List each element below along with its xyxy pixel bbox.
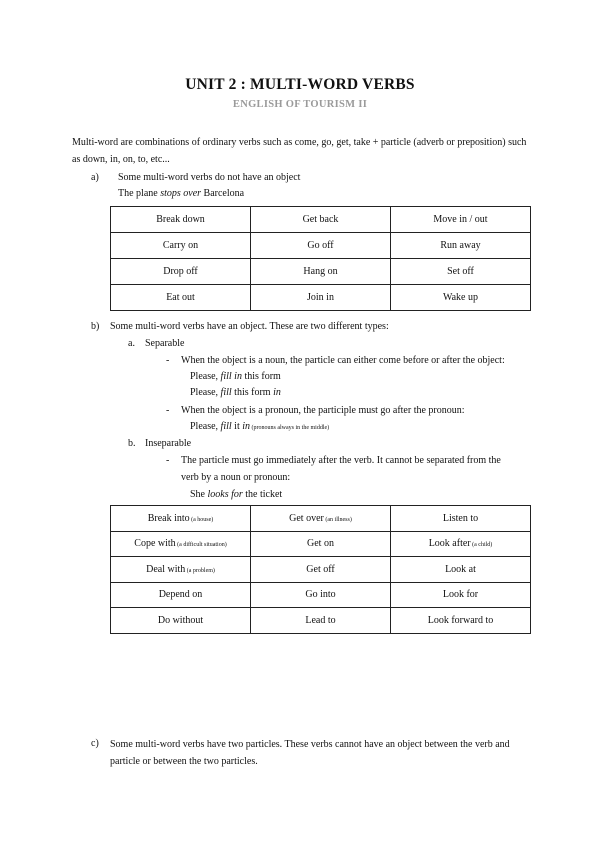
verb-text: Look forward to — [427, 614, 494, 626]
verb-text: Deal with — [146, 563, 186, 575]
table-cell: Join in — [251, 285, 391, 311]
table-cell — [251, 531, 391, 557]
table-cell — [391, 557, 531, 583]
table-row — [111, 506, 531, 532]
section-c-text: Some multi-word verbs have two particles. These verbs cannot have an object between the verb and particle or between the two particles. — [110, 739, 510, 767]
verb-text: Look after — [428, 538, 471, 550]
table-cell — [111, 608, 251, 634]
verb-text: Look at — [445, 563, 476, 575]
example-text: the ticket — [242, 489, 283, 500]
table-cell: Carry on — [111, 233, 251, 259]
example-text: The plane — [118, 188, 161, 199]
table-row — [111, 531, 531, 557]
table-row — [111, 259, 531, 285]
example-text: Please, — [190, 387, 221, 398]
example-text: She — [190, 489, 208, 500]
verb-note: (a problem) — [185, 567, 215, 574]
table-row — [111, 557, 531, 583]
example-note: (pronouns always in the middle) — [250, 425, 330, 431]
example-verb: stops over — [160, 188, 202, 199]
example-text: it — [231, 421, 243, 432]
verb-text: Get on — [307, 538, 334, 550]
table-cell — [391, 506, 531, 532]
verb-note: (a child) — [470, 542, 493, 549]
page-subtitle: ENGLISH OF TOURISM II — [232, 99, 368, 110]
table-cell: Hang on — [251, 259, 391, 285]
table-cell: Run away — [391, 233, 531, 259]
verb-text: Look for — [442, 589, 479, 601]
section-a-example — [118, 187, 244, 201]
table-cell — [391, 608, 531, 634]
section-c-marker: c) — [91, 738, 99, 749]
example-text: this form — [241, 371, 281, 382]
no-object-verbs-table — [110, 206, 531, 311]
bullet-dash: - — [166, 355, 170, 366]
table-row — [111, 233, 531, 259]
section-a-marker: a) — [91, 172, 99, 183]
bullet-dash: - — [166, 405, 170, 416]
separable-example-2 — [190, 386, 281, 400]
separable-example-1 — [190, 370, 281, 384]
section-b-text: Some multi-word verbs have an object. These are two different types: — [110, 321, 389, 332]
example-verb: fill in — [220, 371, 242, 382]
separable-label: Separable — [145, 338, 185, 349]
intro-paragraph: Multi-word are combinations of ordinary verbs such as come, go, get, take + particle (adverb or preposition) such as down, in, on, to, etc... — [72, 137, 527, 165]
page-title: UNIT 2 : MULTI-WORD VERBS — [185, 76, 415, 93]
verb-text: Go into — [305, 589, 336, 601]
table-cell — [251, 506, 391, 532]
example-particle: in — [273, 387, 281, 398]
verb-text: Cope with — [134, 538, 176, 550]
inseparable-example — [190, 488, 282, 502]
verb-text: Do without — [157, 614, 204, 626]
example-text: this form — [231, 387, 274, 398]
verb-note: (a difficult situation) — [175, 542, 227, 549]
table-row — [111, 608, 531, 634]
verb-text: Get over — [289, 512, 324, 524]
table-cell — [251, 557, 391, 583]
table-cell: Get back — [251, 207, 391, 233]
table-cell — [391, 531, 531, 557]
table-cell — [111, 531, 251, 557]
inseparable-marker: b. — [128, 438, 136, 449]
table-cell — [111, 582, 251, 608]
table-cell: Move in / out — [391, 207, 531, 233]
table-row — [111, 285, 531, 311]
verb-note: (an illness) — [323, 516, 352, 523]
table-cell: Eat out — [111, 285, 251, 311]
inseparable-label: Inseparable — [145, 438, 192, 449]
object-verbs-table — [110, 505, 531, 634]
verb-text: Lead to — [305, 614, 336, 626]
example-text: Please, — [190, 371, 221, 382]
example-text: Barcelona — [201, 188, 245, 199]
table-cell: Wake up — [391, 285, 531, 311]
table-cell — [111, 506, 251, 532]
section-a-text: Some multi-word verbs do not have an object — [118, 172, 301, 183]
example-text: Please, — [190, 421, 221, 432]
table-row — [111, 582, 531, 608]
table-cell: Drop off — [111, 259, 251, 285]
example-verb: fill — [220, 387, 232, 398]
verb-text: Break into — [147, 512, 190, 524]
table-cell: Go off — [251, 233, 391, 259]
table-cell: Break down — [111, 207, 251, 233]
table-cell: Set off — [391, 259, 531, 285]
inseparable-bullet-line-2: verb by a noun or pronoun: — [181, 472, 291, 483]
separable-example-3 — [190, 420, 329, 435]
bullet-dash: - — [166, 455, 170, 466]
example-particle: in — [242, 421, 251, 432]
table-cell — [251, 608, 391, 634]
verb-text: Listen to — [442, 512, 479, 524]
section-b-marker: b) — [91, 321, 100, 332]
verb-text: Get off — [306, 563, 335, 575]
table-cell — [391, 582, 531, 608]
verb-note: (a house) — [189, 516, 214, 523]
example-verb: looks for — [207, 489, 243, 500]
separable-bullet-2: When the object is a pronoun, the participle must go after the pronoun: — [181, 405, 465, 416]
example-verb: fill — [220, 421, 232, 432]
table-row — [111, 207, 531, 233]
table-cell — [111, 557, 251, 583]
table-cell — [251, 582, 391, 608]
inseparable-bullet-line-1: The particle must go immediately after the verb. It cannot be separated from the — [181, 455, 501, 466]
separable-marker: a. — [128, 338, 135, 349]
separable-bullet-1: When the object is a noun, the particle can either come before or after the object: — [181, 355, 505, 366]
verb-text: Depend on — [158, 589, 203, 601]
